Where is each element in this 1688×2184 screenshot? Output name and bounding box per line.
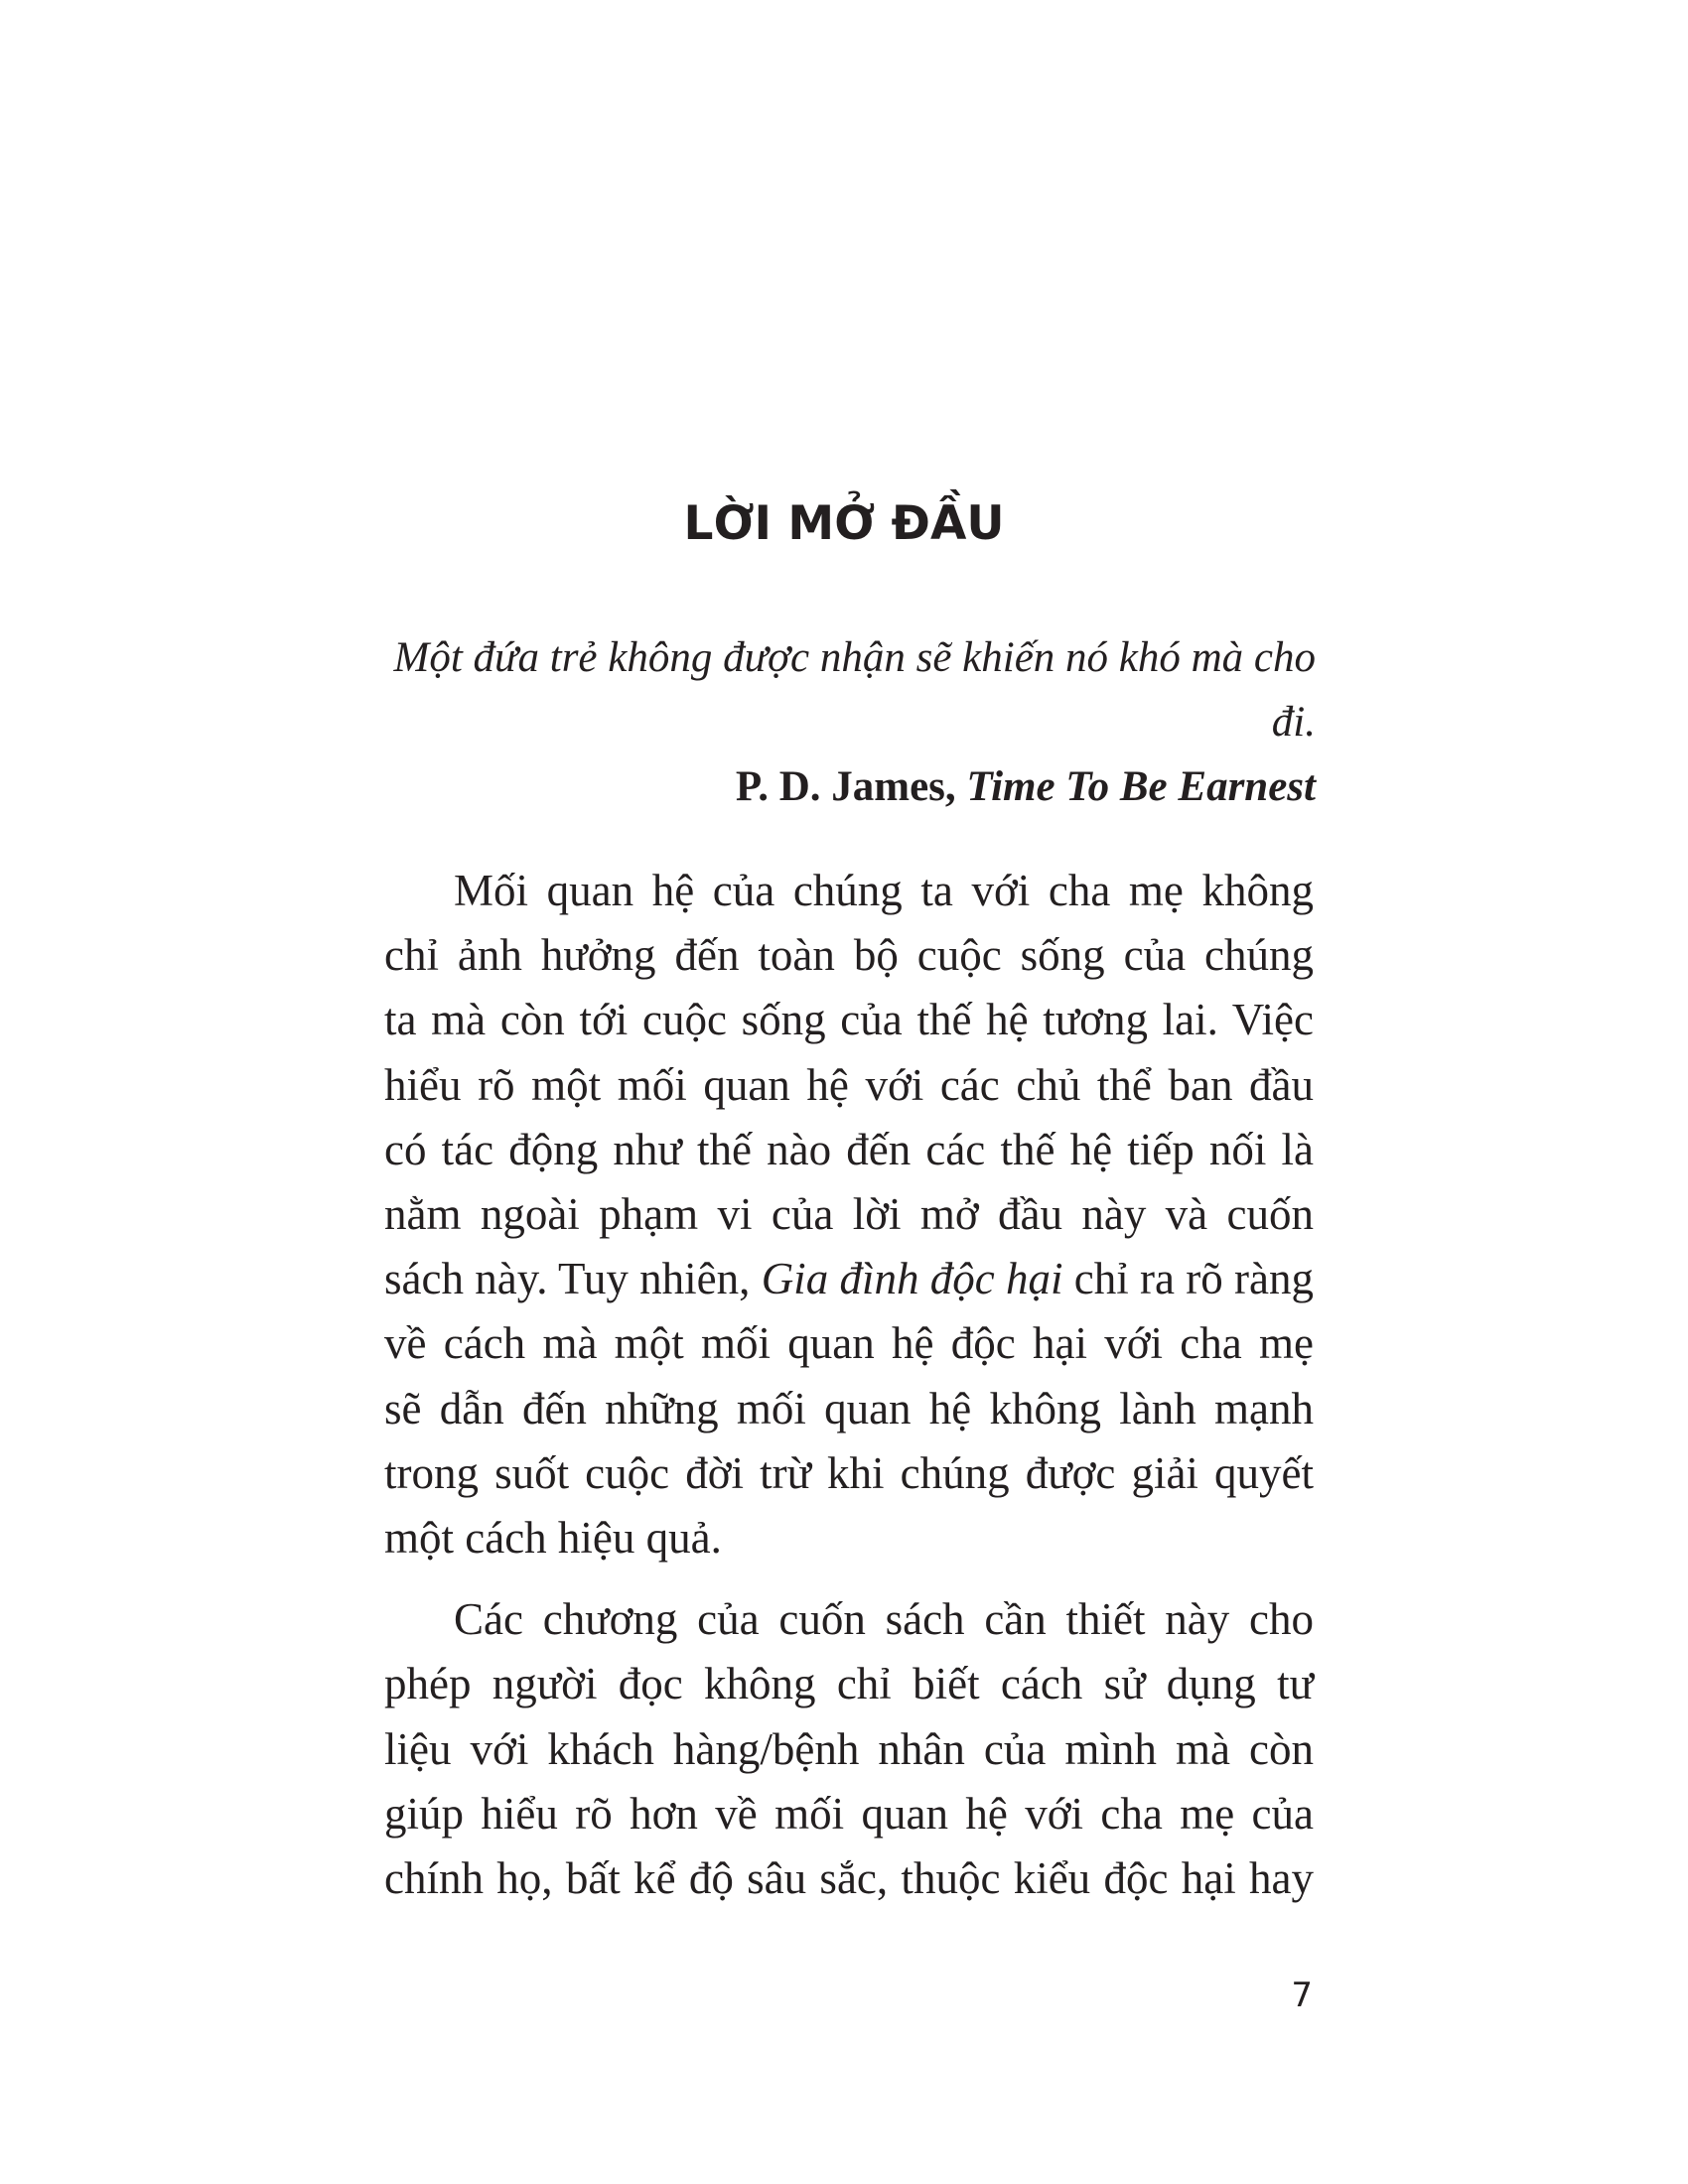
paragraph-line: giúp hiểu rõ hơn về mối quan hệ với cha mẹ của xyxy=(384,1788,1314,1839)
paragraph-line: sẽ dẫn đến những mối quan hệ không lành mạnh xyxy=(384,1383,1314,1433)
paragraph-line: về cách mà một mối quan hệ độc hại với cha mẹ xyxy=(384,1318,1314,1369)
epigraph-quote: Một đứa trẻ không được nhận sẽ khiến nó khó mà cho đi. xyxy=(393,634,1316,746)
paragraph-line: một cách hiệu quả. xyxy=(384,1513,722,1564)
paragraph-line: chính họ, bất kể độ sâu sắc, thuộc kiểu độc hại hay xyxy=(384,1853,1314,1904)
paragraph-line: hiểu rõ một mối quan hệ với các chủ thể ban đầu xyxy=(384,1059,1314,1110)
epigraph-work-title: Time To Be Earnest xyxy=(966,763,1316,810)
paragraph-line: liệu với khách hàng/bệnh nhân của mình mà còn xyxy=(384,1723,1314,1774)
page-number: 7 xyxy=(1291,1976,1313,2015)
paragraph-line: nằm ngoài phạm vi của lời mở đầu này và cuốn xyxy=(384,1189,1314,1240)
paragraph-line xyxy=(384,1247,1314,1311)
paragraph-2 xyxy=(384,1587,1314,1911)
paragraph-line: trong suốt cuộc đời trừ khi chúng được giải quyết xyxy=(384,1447,1314,1498)
book-title-italic: Gia đình độc hại xyxy=(761,1254,1063,1304)
paragraph-line: Mối quan hệ của chúng ta với cha mẹ không xyxy=(454,866,1314,915)
text-run: chỉ ra rõ ràng xyxy=(1062,1254,1314,1304)
paragraph-1 xyxy=(384,859,1314,1570)
text-run: sách này. Tuy nhiên, xyxy=(384,1254,762,1304)
paragraph-line: chỉ ảnh hưởng đến toàn bộ cuộc sống của chúng xyxy=(384,930,1314,981)
epigraph-author: P. D. James, xyxy=(735,763,967,810)
paragraph-line: ta mà còn tới cuộc sống của thế hệ tương lai. Việc xyxy=(384,995,1314,1045)
epigraph xyxy=(382,625,1316,819)
paragraph-line: Các chương của cuốn sách cần thiết này cho xyxy=(454,1594,1314,1645)
paragraph-line: phép người đọc không chỉ biết cách sử dụng tư xyxy=(384,1659,1314,1709)
paragraph-line: có tác động như thế nào đến các thế hệ tiếp nối là xyxy=(384,1124,1314,1174)
body-text xyxy=(384,859,1314,1911)
epigraph-attribution xyxy=(382,754,1316,819)
chapter-title: LỜI MỞ ĐẦU xyxy=(683,496,1005,551)
